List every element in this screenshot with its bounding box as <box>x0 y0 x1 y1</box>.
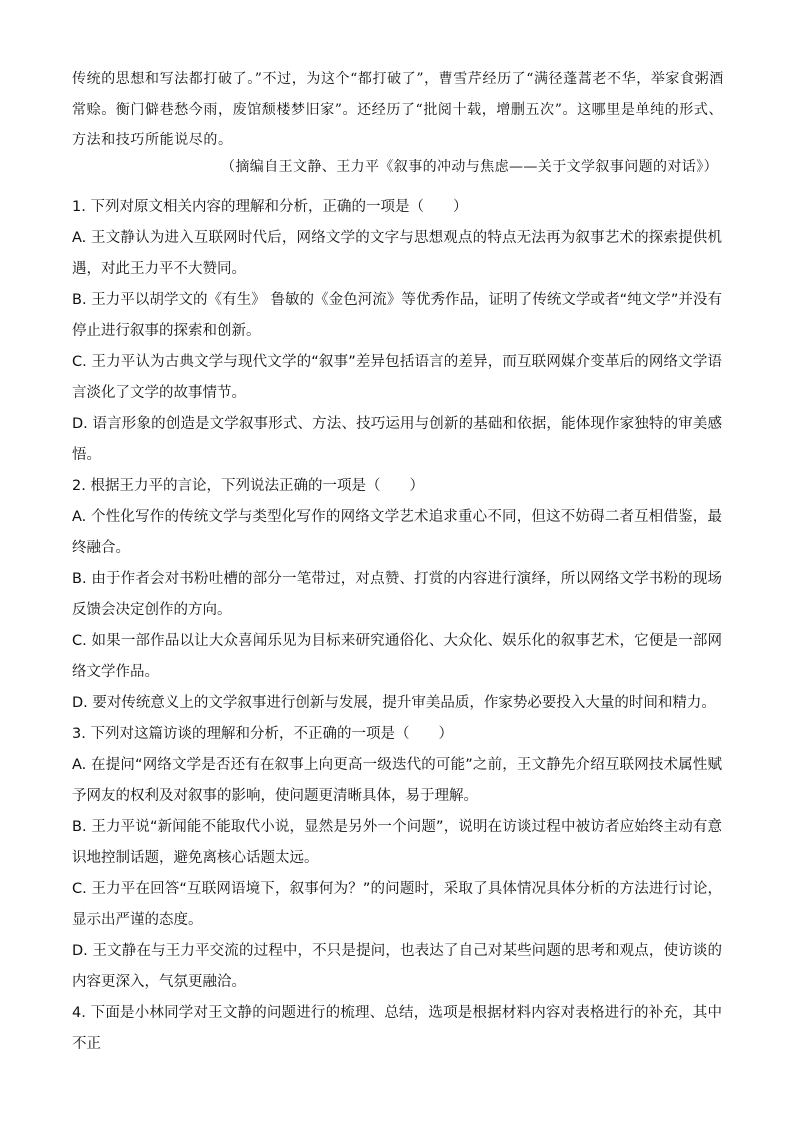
question-3-stem: 3. 下列对这篇访谈的理解和分析，不正确的一项是（ ） <box>72 726 453 742</box>
question-3-option-a: A. 在提问“网络文学是否还有在叙事上向更高一级迭代的可能”之前，王文静先介绍互联网技术属性赋予网友的权利及对叙事的影响，使问题更清晰具体，易于理解。 <box>72 757 722 804</box>
question-3-option-c: C. 王力平在回答“互联网语境下，叙事何为？”的问题时，采取了具体情况具体分析的方法进行讨论，显示出严谨的态度。 <box>72 881 722 928</box>
question-1-option-b: B. 王力平以胡学文的《有生》 鲁敏的《金色河流》等优秀作品，证明了传统文学或者“纯文学”并没有停止进行叙事的探索和创新。 <box>72 292 722 339</box>
question-1-option-a: A. 王文静认为进入互联网时代后，网络文学的文字与思想观点的特点无法再为叙事艺术的探索提供机遇，对此王力平不大赞同。 <box>72 230 722 277</box>
question-3-option-b: B. 王力平说“新闻能不能取代小说，显然是另外一个问题”，说明在访谈过程中被访者应始终主动有意识地控制话题，避免离核心话题太远。 <box>72 819 722 866</box>
question-2-option-a: A. 个性化写作的传统文学与类型化写作的网络文学艺术追求重心不同，但这不妨碍二者互相借鉴，最终融合。 <box>72 509 722 556</box>
passage-excerpt: 传统的思想和写法都打破了。”不过，为这个“都打破了”，曹雪芹经历了“满径蓬蒿老不华，举家食粥酒常赊。衡门僻巷愁今雨，废馆颓楼梦旧家”。还经历了“批阅十载，增删五次”。这哪里是单纯的形式、方法和技巧所能说尽的。 <box>72 71 724 148</box>
question-2-stem: 2. 根据王力平的言论，下列说法正确的一项是（ ） <box>72 478 424 494</box>
question-1-option-c: C. 王力平认为古典文学与现代文学的“叙事”差异包括语言的差异，而互联网媒介变革后的网络文学语言淡化了文学的故事情节。 <box>72 354 722 401</box>
question-2-option-d: D. 要对传统意义上的文学叙事进行创新与发展，提升审美品质，作家势必要投入大量的时间和精力。 <box>72 695 716 711</box>
question-1-stem: 1. 下列对原文相关内容的理解和分析，正确的一项是（ ） <box>72 199 468 215</box>
question-2-option-b: B. 由于作者会对书粉吐槽的部分一笔带过，对点赞、打赏的内容进行演绎，所以网络文学书粉的现场反馈会决定创作的方向。 <box>72 571 722 618</box>
question-1-option-d: D. 语言形象的创造是文学叙事形式、方法、技巧运用与创新的基础和依据，能体现作家独特的审美感悟。 <box>72 416 722 463</box>
question-2-option-c: C. 如果一部作品以让大众喜闻乐见为目标来研究通俗化、大众化、娱乐化的叙事艺术，它便是一部网络文学作品。 <box>72 633 722 680</box>
question-list <box>72 192 722 1060</box>
question-3-option-d: D. 王文静在与王力平交流的过程中，不只是提问，也表达了自己对某些问题的思考和观点，使访谈的内容更深入，气氛更融洽。 <box>72 943 722 990</box>
question-4-stem: 4. 下面是小林同学对王文静的问题进行的梳理、总结，选项是根据材料内容对表格进行的补充，其中不正 <box>72 1005 722 1052</box>
source-citation: （摘编自王文静、王力平《叙事的冲动与焦虑——关于文学叙事问题的对话》） <box>221 159 718 175</box>
